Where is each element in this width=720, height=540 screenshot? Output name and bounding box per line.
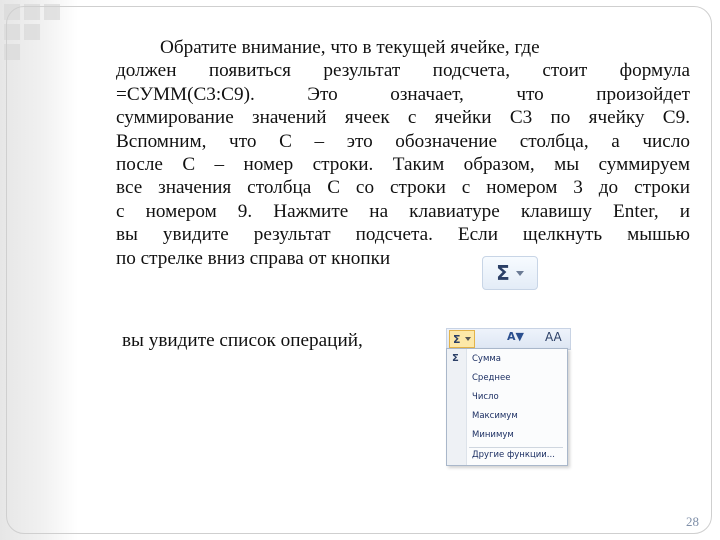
paragraph-line: после С – номер строки. Таким образом, мы суммируем xyxy=(116,153,690,175)
menu-item-count[interactable]: Число xyxy=(472,392,499,402)
autosum-icon: Σ xyxy=(496,261,510,285)
paragraph-line: суммирование значений ячеек с ячейки С3 по ячейку С9. xyxy=(116,107,690,129)
page-number: 28 xyxy=(686,514,699,529)
paragraph-line: Вспомним, что С – это обозначение столбца, а число xyxy=(116,130,690,152)
ribbon-toolbar xyxy=(446,328,571,350)
autosum-dropdown-button[interactable] xyxy=(449,330,475,348)
chevron-down-icon[interactable] xyxy=(516,271,524,276)
paragraph-line: по стрелке вниз справа от кнопки xyxy=(116,247,391,269)
menu-item-min[interactable]: Минимум xyxy=(472,430,514,440)
menu-item-average[interactable]: Среднее xyxy=(472,373,511,383)
menu-separator xyxy=(469,447,563,448)
list-caption: вы увидите список операций, xyxy=(122,330,363,351)
paragraph-line: =СУММ(С3:С9). Это означает, что произойдет xyxy=(116,83,690,105)
chevron-down-icon xyxy=(465,337,471,341)
sort-filter-icon[interactable]: A▼ xyxy=(507,330,524,343)
paragraph-line: Обратите внимание, что в текущей ячейке, где xyxy=(160,37,540,58)
paragraph-line: все значения столбца С со строки с номером 3 до строки xyxy=(116,177,690,199)
menu-item-sum[interactable]: Сумма xyxy=(472,354,501,364)
body-paragraph xyxy=(116,36,690,270)
menu-gutter xyxy=(447,349,467,465)
autosum-icon: Σ xyxy=(453,332,461,346)
autosum-button[interactable] xyxy=(482,256,538,290)
autosum-dropdown-menu xyxy=(446,348,568,466)
sum-icon: Σ xyxy=(452,353,459,364)
paragraph-line: должен появиться результат подсчета, стоит формула xyxy=(116,60,690,82)
paragraph-line: с номером 9. Нажмите на клавиатуре клавишу Enter, и xyxy=(116,200,690,222)
find-icon[interactable]: AA xyxy=(545,330,562,344)
menu-item-more-functions[interactable]: Другие функции... xyxy=(472,450,555,460)
paragraph-line: вы увидите результат подсчета. Если щелкнуть мышью xyxy=(116,224,690,246)
menu-item-max[interactable]: Максимум xyxy=(472,411,518,421)
